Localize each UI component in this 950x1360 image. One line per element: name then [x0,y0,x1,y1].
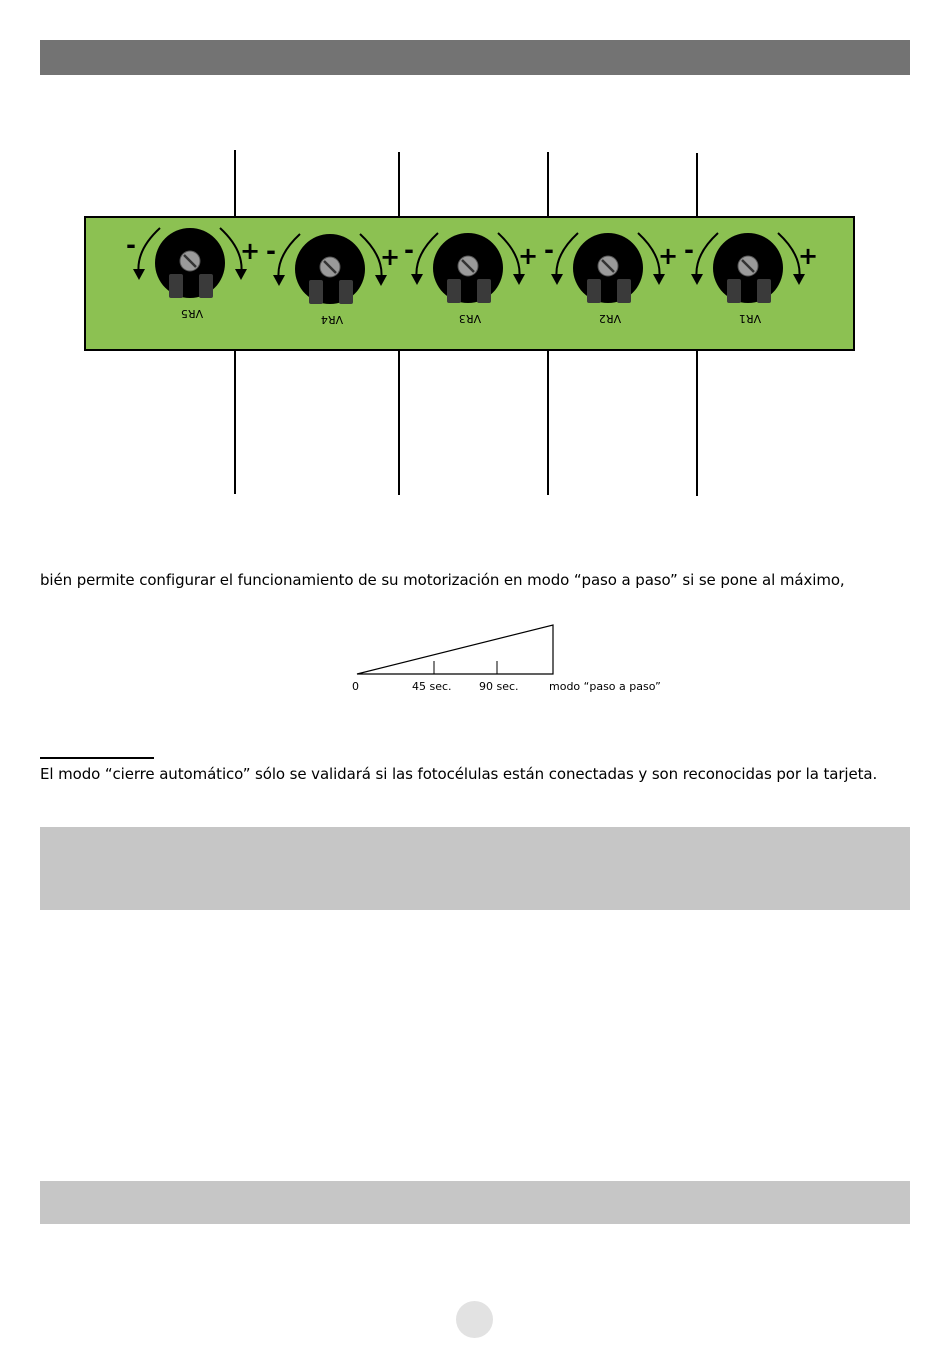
knob-leg-left [169,274,183,298]
header-bar [40,40,910,75]
knob-leg-right [617,279,631,303]
knob-leg-right [199,274,213,298]
body-paragraph-1: bién permite configurar el funcionamiento de su motorización en modo “paso a paso” si se pone al máximo, [40,571,845,589]
scale-label-90: 90 sec. [479,680,519,693]
potentiometer-board-diagram [0,140,950,500]
scale-label-start: 0 [352,680,359,693]
knob-leg-right [477,279,491,303]
knob-leg-left [727,279,741,303]
section-bar-1 [40,827,910,910]
footnote-rule [40,757,154,759]
plus-sign: + [798,242,819,270]
knob-leg-right [757,279,771,303]
scale-label-45: 45 sec. [412,680,452,693]
page-number-circle [456,1301,493,1338]
section-bar-2 [40,1181,910,1224]
pot-label: VR4 [320,313,344,326]
knob-leg-right [339,280,353,304]
scale-label-end: modo “paso a paso” [549,680,661,693]
body-paragraph-2: El modo “cierre automático” sólo se validará si las fotocélulas están conectadas y son reconocidas por la tarjeta. [40,765,878,783]
plus-sign: + [380,243,401,271]
minus-sign: - [544,236,554,264]
minus-sign: - [126,231,136,259]
plus-sign: + [658,242,679,270]
knob-leg-left [447,279,461,303]
minus-sign: - [684,236,694,264]
time-scale-diagram [340,616,560,676]
knob-leg-left [587,279,601,303]
minus-sign: - [404,236,414,264]
minus-sign: - [266,237,276,265]
pot-label: VR2 [598,312,622,325]
pot-label: VR1 [738,312,762,325]
pot-label: VR3 [458,312,482,325]
scale-wedge [357,625,553,674]
plus-sign: + [240,237,261,265]
knob-leg-left [309,280,323,304]
plus-sign: + [518,242,539,270]
pot-label: VR5 [180,307,204,320]
